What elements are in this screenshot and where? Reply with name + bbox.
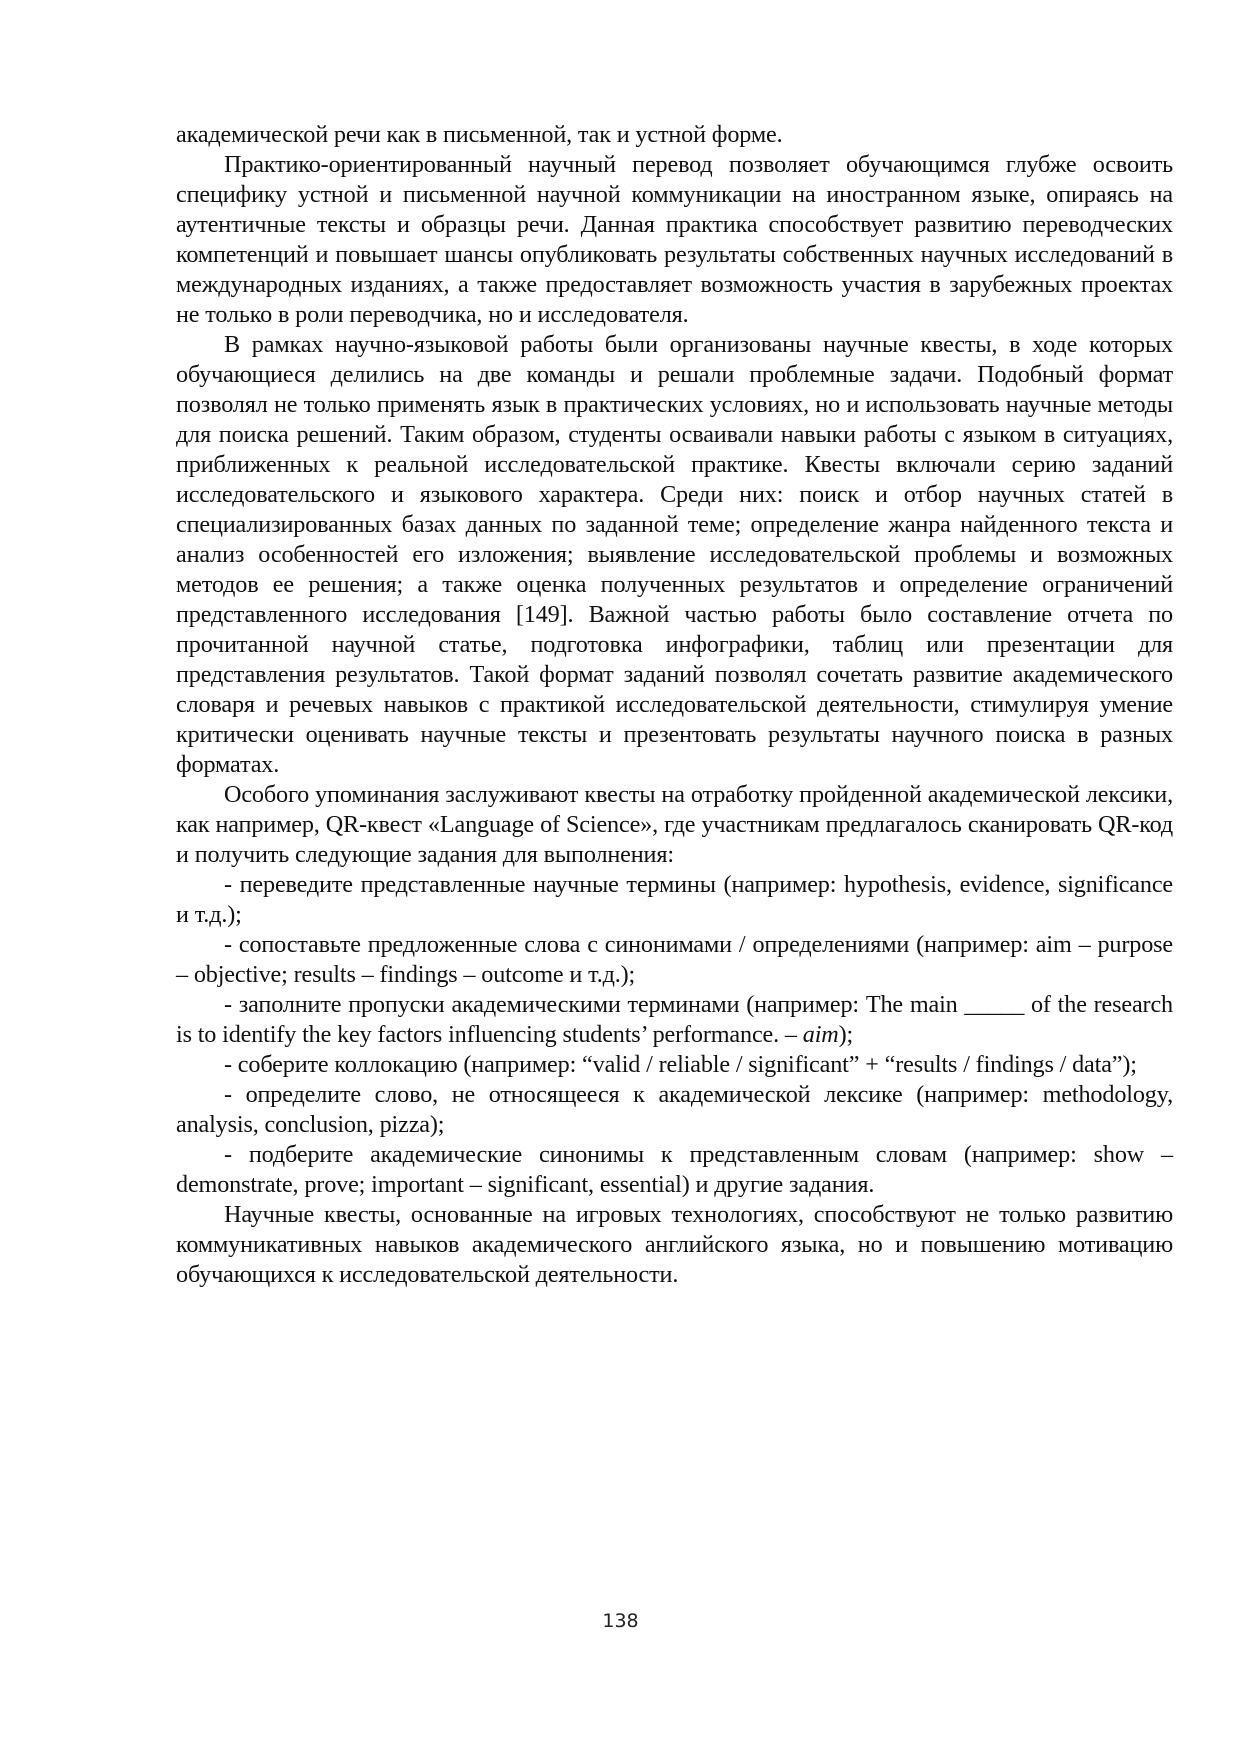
paragraph: Практико-ориентированный научный перевод позволяет обучающимся глубже освоить специфику устной и письменной научной коммуникации на иностранном языке, опираясь на аутентичные тексты и образцы речи. Данная практика способствует развитию переводческих компетенций и повышает шансы опубликовать результаты собственных научных исследований в международных изданиях, а также предоставляет возможность участия в зарубежных проектах не только в роли переводчика, но и исследователя. xyxy=(176,151,1173,328)
list-item: - определите слово, не относящееся к академической лексике (например: methodology, analysis, conclusion, pizza); xyxy=(176,1081,1173,1138)
closing-paragraph: Научные квесты, основанные на игровых технологиях, способствуют не только развитию коммуникативных навыков академического английского языка, но и повышению мотивацию обучающихся к исследовательской деятельности. xyxy=(176,1201,1173,1288)
document-body xyxy=(176,120,1173,1290)
list-item-text-end: ); xyxy=(838,1021,854,1048)
page-number: 138 xyxy=(602,1610,639,1632)
list-item xyxy=(176,990,1173,1050)
list-item: - переведите представленные научные термины (например: hypothesis, evidence, significance и т.д.); xyxy=(176,871,1173,928)
list-item: - соберите коллокацию (например: “valid / reliable / significant” + “results / findings / data”); xyxy=(224,1051,1137,1078)
list-item: - подберите академические синонимы к представленным словам (например: show – demonstrate, prove; important – significant, essential) и другие задания. xyxy=(176,1141,1173,1198)
list-item: - сопоставьте предложенные слова с синонимами / определениями (например: aim – purpose – objective; results – findings – outcome и т.д.); xyxy=(176,931,1173,988)
paragraph-continuation: академической речи как в письменной, так и устной форме. xyxy=(176,121,783,148)
list-item-text: - заполните пропуски академическими терминами (например: The main _____ of the research is to identify the key factors influencing students’ performance. – xyxy=(176,991,1173,1048)
task-list xyxy=(176,870,1173,1200)
paragraph: В рамках научно-языковой работы были организованы научные квесты, в ходе которых обучающиеся делились на две команды и решали проблемные задачи. Подобный формат позволял не только применять язык в практических условиях, но и использовать научные методы для поиска решений. Таким образом, студенты осваивали навыки работы с языком в ситуациях, приближенных к реальной исследовательской практике. Квесты включали серию заданий исследовательского и языкового характера. Среди них: поиск и отбор научных статей в специализированных базах данных по заданной теме; определение жанра найденного текста и анализ особенностей его изложения; выявление исследовательской проблемы и возможных методов ее решения; а также оценка полученных результатов и определение ограничений представленного исследования [149]. Важной частью работы было составление отчета по прочитанной научной статье, подготовка инфографики, таблиц или презентации для представления результатов. Такой формат заданий позволял сочетать развитие академического словаря и речевых навыков с практикой исследовательской деятельности, стимулируя умение критически оценивать научные тексты и презентовать результаты научного поиска в разных форматах. xyxy=(176,331,1173,778)
list-item-answer: aim xyxy=(802,1021,839,1048)
paragraph: Особого упоминания заслуживают квесты на отработку пройденной академической лексики, как например, QR-квест «Language of Science», где участникам предлагалось сканировать QR-код и получить следующие задания для выполнения: xyxy=(176,781,1173,868)
